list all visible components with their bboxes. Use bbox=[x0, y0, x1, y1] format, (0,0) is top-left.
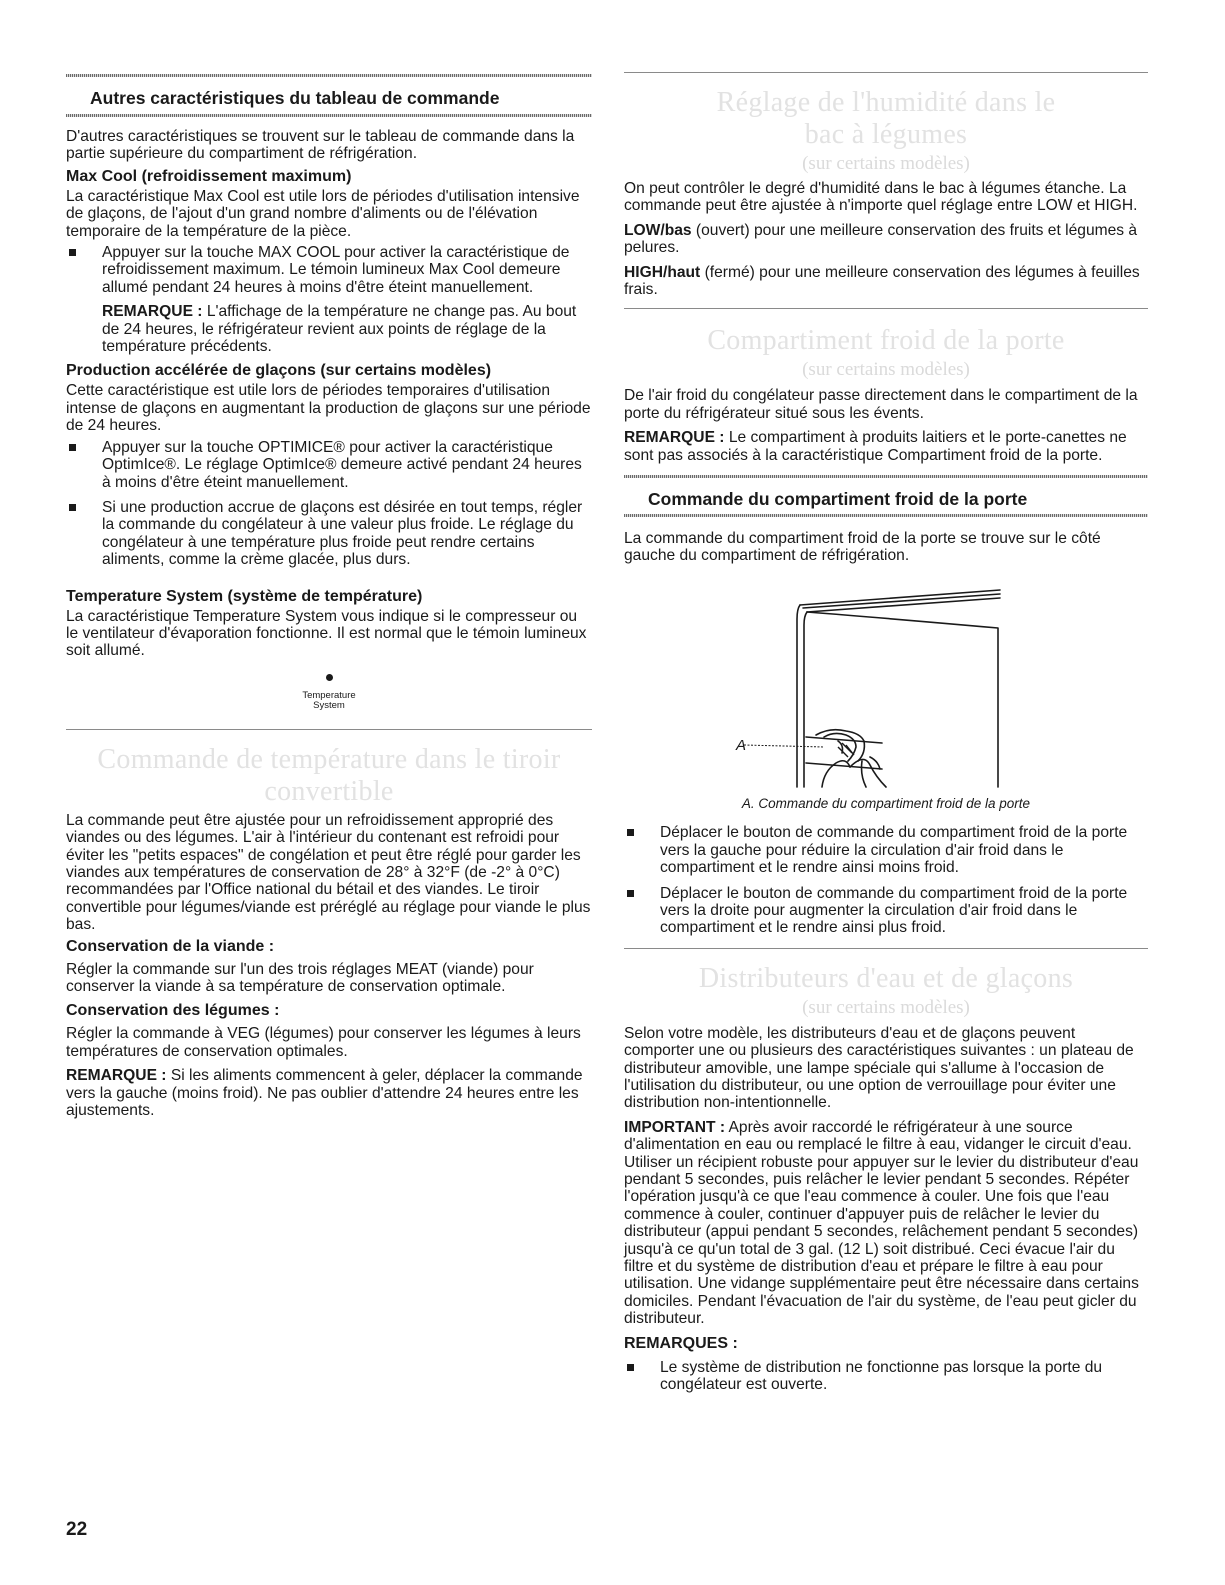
list-item-text: Déplacer le bouton de commande du compartiment froid de la porte vers la gauche pour réduire la circulation d'air froid dans le compartiment et le rendre ainsi moins froid. bbox=[660, 824, 1128, 877]
heading-compartiment-froid: Compartiment froid de la porte bbox=[707, 325, 1065, 357]
list-item-text: Si une production accrue de glaçons est désirée en tout temps, régler la commande du congélateur à une valeur plus froide. Le réglage du congélateur à une température plus froide peut rendre certains aliments, comme la crème glacée, plus durs. bbox=[102, 498, 583, 569]
indicator-label: Temperature bbox=[302, 689, 356, 701]
section-rule bbox=[624, 475, 1148, 478]
paragraph: La caractéristique Max Cool est utile lors de périodes d'utilisation intensive de glaçons, de l'ajout d'un grand nombre d'aliments ou de l'élévation temporaire de la température de la pièce. bbox=[66, 187, 580, 240]
paragraph: Cette caractéristique est utile lors de périodes temporaires d'utilisation intense de glaçons en augmentant la production de glaçons sur une période de 24 heures. bbox=[66, 382, 591, 435]
section-rule bbox=[624, 514, 1148, 517]
important-text: Après avoir raccordé le réfrigérateur à une source d'alimentation en eau ou remplacé le filtre à eau, vidanger le circuit d'eau. Utiliser un récipient robuste pour appuyer sur le levier du distributeur d'eau pendant 5 secondes, puis relâcher le levier pendant 5 secondes. Répéter l'opération jusqu'à ce que l'eau commence à couler. Une fois que l'eau commence à couler, continuer d'appuyer puis de relâcher le levier du distributeur (appui pendant 5 secondes, relâchement pendant 5 secondes) jusqu'à ce qu'un total de 3 gal. (12 L) soit distribué. Ceci évacue l'air du filtre et du système de distribution d'eau et prépare le filtre à eau pour utilisation. Une vidange supplémentaire peut être nécessaire dans certains domiciles. Pendant l'évacuation de l'air du système, de l'eau peut gicler du distributeur. bbox=[624, 1118, 1139, 1328]
remark bbox=[66, 1067, 592, 1119]
list-item-text: Appuyer sur la touche OPTIMICE® pour activer la caractéristique OptimIce®. Le réglage OptimIce® demeure activé pendant 24 heures à moins d'être éteint manuellement. bbox=[102, 438, 582, 491]
section-rule bbox=[624, 72, 1148, 73]
heading-commande-compartiment: Commande du compartiment froid de la porte bbox=[648, 489, 1028, 510]
paragraph: De l'air froid du congélateur passe directement dans le compartiment de la porte du réfrigérateur situé sous les évents. bbox=[624, 387, 1138, 422]
heading-temperature-system: Temperature System (système de température) bbox=[66, 587, 423, 605]
bullet-square-icon bbox=[627, 890, 634, 897]
bullet-square-icon bbox=[627, 829, 634, 836]
important-note bbox=[624, 1119, 1148, 1328]
heading-conservation-viande: Conservation de la viande : bbox=[66, 937, 275, 955]
inline-label: LOW/bas bbox=[624, 221, 692, 239]
inline-text: (ouvert) pour une meilleure conservation des fruits et légumes à pelures. bbox=[624, 221, 1138, 257]
section-rule bbox=[66, 114, 592, 117]
heading-humidite: Réglage de l'humidité dans le bac à légumes bbox=[716, 87, 1056, 150]
list-item bbox=[66, 439, 592, 491]
bullet-list bbox=[66, 244, 592, 296]
bullet-square-icon bbox=[69, 504, 76, 511]
section-rule bbox=[66, 74, 592, 77]
list-item bbox=[66, 499, 592, 569]
paragraph: On peut contrôler le degré d'humidité dans le bac à légumes étanche. La commande peut être ajustée à n'importe quel réglage entre LOW et HIGH. bbox=[624, 180, 1138, 215]
figure-caption: A. Commande du compartiment froid de la porte bbox=[741, 795, 1031, 811]
left-column bbox=[66, 0, 592, 1119]
paragraph: Régler la commande sur l'un des trois réglages MEAT (viande) pour conserver la viande à sa température de conservation optimale. bbox=[66, 960, 534, 995]
bullet-list bbox=[66, 439, 592, 569]
subheading: (sur certains modèles) bbox=[802, 359, 970, 381]
paragraph: Selon votre modèle, les distributeurs d'eau et de glaçons peuvent comporter une ou plusieurs des caractéristiques suivantes : un plateau de distributeur amovible, une lampe spéciale qui s'allume à l'occasion de l'utilisation du distributeur, ou une option de verrouillage pour éviter une distribution non-intentionnelle. bbox=[624, 1024, 1134, 1112]
remark-text: L'affichage de la température ne change pas. Au bout de 24 heures, le réfrigérateur revient aux points de réglage de la température précédents. bbox=[102, 303, 577, 356]
subheading: (sur certains modèles) bbox=[802, 153, 970, 174]
bullet-list bbox=[624, 824, 1148, 936]
heading-distributeurs: Distributeurs d'eau et de glaçons bbox=[698, 962, 1074, 994]
heading-autres: Autres caractéristiques du tableau de commande bbox=[90, 88, 500, 108]
list-item-text: Le système de distribution ne fonctionne pas lorsque la porte du congélateur est ouverte. bbox=[660, 1358, 1103, 1394]
important-label: IMPORTANT : bbox=[624, 1118, 726, 1136]
right-column bbox=[624, 0, 1148, 1393]
paragraph: Régler la commande à VEG (légumes) pour conserver les légumes à leurs températures de conservation optimales. bbox=[66, 1025, 581, 1060]
remark-label: REMARQUE : bbox=[102, 303, 203, 321]
section-rule bbox=[624, 308, 1148, 309]
remark-text: Le compartiment à produits laitiers et le porte-canettes ne sont pas associés à la caractéristique Compartiment froid de la porte. bbox=[624, 429, 1127, 464]
heading-max-cool: Max Cool (refroidissement maximum) bbox=[66, 167, 352, 185]
list-item bbox=[66, 244, 592, 296]
figure-label: A bbox=[736, 736, 747, 754]
heading-tiroir-convertible: Commande de température dans le tiroir convertible bbox=[97, 743, 561, 807]
section-rule bbox=[66, 729, 592, 730]
page-number: 22 bbox=[66, 1519, 88, 1540]
bullet-list bbox=[624, 1359, 1148, 1394]
list-item-text: Déplacer le bouton de commande du compartiment froid de la porte vers la droite pour augmenter la circulation d'air froid dans le compartiment et le rendre ainsi plus froid. bbox=[660, 884, 1128, 937]
door-control-figure bbox=[624, 585, 1148, 789]
paragraph: D'autres caractéristiques se trouvent sur le tableau de commande dans la partie supérieure du compartiment de réfrigération. bbox=[66, 128, 575, 163]
remark-label: REMARQUE : bbox=[624, 429, 725, 447]
paragraph: La commande peut être ajustée pour un refroidissement approprié des viandes ou des légumes. L'air à l'intérieur du contenant est refroidi pour éviter les "petits espaces" de congélation et peut être réglé pour garder les viandes aux températures de conservation de 28° à 32°F (de -2° à 0°C) recommandées par l'Office national du bétail et des viandes. Le tiroir convertible pour légumes/viande est préréglé au réglage pour viande le plus bas. bbox=[66, 811, 591, 934]
temperature-indicator bbox=[66, 674, 592, 711]
bullet-square-icon bbox=[69, 249, 76, 256]
paragraph: La caractéristique Temperature System vous indique si le compresseur ou le ventilateur d'évaporation fonctionne. Il est normal que le témoin lumineux soit allumé. bbox=[66, 607, 587, 660]
paragraph bbox=[624, 222, 1148, 257]
list-item bbox=[624, 1359, 1148, 1394]
bullet-square-icon bbox=[627, 1364, 634, 1371]
inline-label: HIGH/haut bbox=[624, 263, 701, 281]
inline-text: (fermé) pour une meilleure conservation des légumes à feuilles frais. bbox=[624, 263, 1140, 299]
remark-text: Si les aliments commencent à geler, déplacer la commande vers la gauche (moins froid). Ne pas oublier d'attendre 24 heures entre les ajustements. bbox=[66, 1067, 583, 1120]
paragraph: La commande du compartiment froid de la porte se trouve sur le côté gauche du compartiment de réfrigération. bbox=[624, 530, 1101, 565]
heading-production: Production accélérée de glaçons (sur certains modèles) bbox=[66, 362, 492, 380]
list-item bbox=[624, 885, 1148, 937]
remark bbox=[624, 429, 1148, 464]
remark bbox=[66, 303, 592, 355]
paragraph bbox=[624, 264, 1148, 299]
list-item-text: Appuyer sur la touche MAX COOL pour activer la caractéristique de refroidissement maximum. Le témoin lumineux Max Cool demeure allumé pendant 24 heures à moins d'être éteint manuellement. bbox=[102, 244, 570, 296]
heading-remarques: REMARQUES : bbox=[624, 1334, 738, 1352]
door-control-illustration bbox=[624, 585, 1148, 789]
section-rule bbox=[624, 948, 1148, 949]
indicator-label: System bbox=[313, 699, 345, 711]
indicator-dot-icon bbox=[326, 674, 333, 681]
subheading: (sur certains modèles) bbox=[802, 996, 970, 1018]
list-item bbox=[624, 824, 1148, 876]
remark-label: REMARQUE : bbox=[66, 1067, 167, 1085]
heading-conservation-legumes: Conservation des légumes : bbox=[66, 1002, 280, 1020]
bullet-square-icon bbox=[69, 444, 76, 451]
